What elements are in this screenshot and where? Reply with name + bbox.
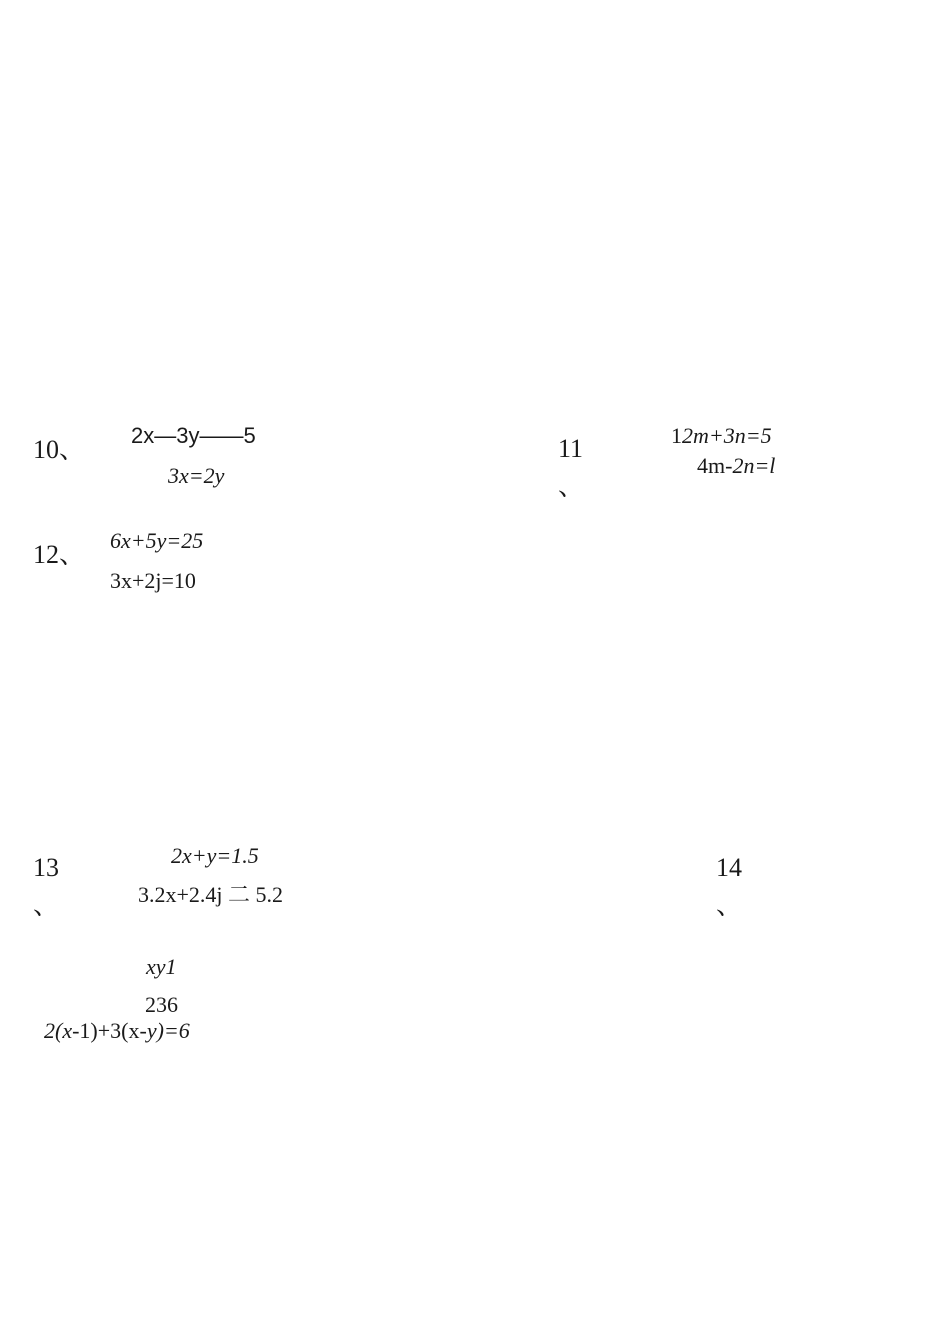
problem-11-equation-2: 4m-2n=l xyxy=(697,453,776,478)
problem-13-equation-1: 2x+y=1.5 xyxy=(171,843,259,868)
problem-14-mark: 、 xyxy=(716,891,743,920)
problem-14-number: 14 xyxy=(716,853,742,882)
problem-12-equation-1: 6x+5y=25 xyxy=(110,528,204,553)
problem-12-number: 12、 xyxy=(33,540,86,569)
problem-14-equation-2: 2(x-1)+3(x-y)=6 xyxy=(44,1018,190,1043)
problem-11-number: 11 xyxy=(558,434,584,463)
problem-13-equation-2: 3.2x+2.4j 二 5.2 xyxy=(138,882,284,907)
problem-10-equation-1: 2x—3y——5 xyxy=(131,423,256,448)
problem-13-number: 13 xyxy=(33,853,59,882)
problem-11-equation-1: 12m+3n=5 xyxy=(671,423,772,448)
problem-10-equation-2: 3x=2y xyxy=(168,463,225,488)
problem-10-number: 10、 xyxy=(33,435,86,464)
problem-11-mark: 、 xyxy=(558,472,585,501)
problem-14-fraction-denominators: 236 xyxy=(145,992,178,1017)
problem-12-equation-2: 3x+2j=10 xyxy=(110,568,196,593)
problem-14-fraction-numerators: xy1 xyxy=(146,954,177,979)
problem-13-mark: 、 xyxy=(33,891,60,920)
